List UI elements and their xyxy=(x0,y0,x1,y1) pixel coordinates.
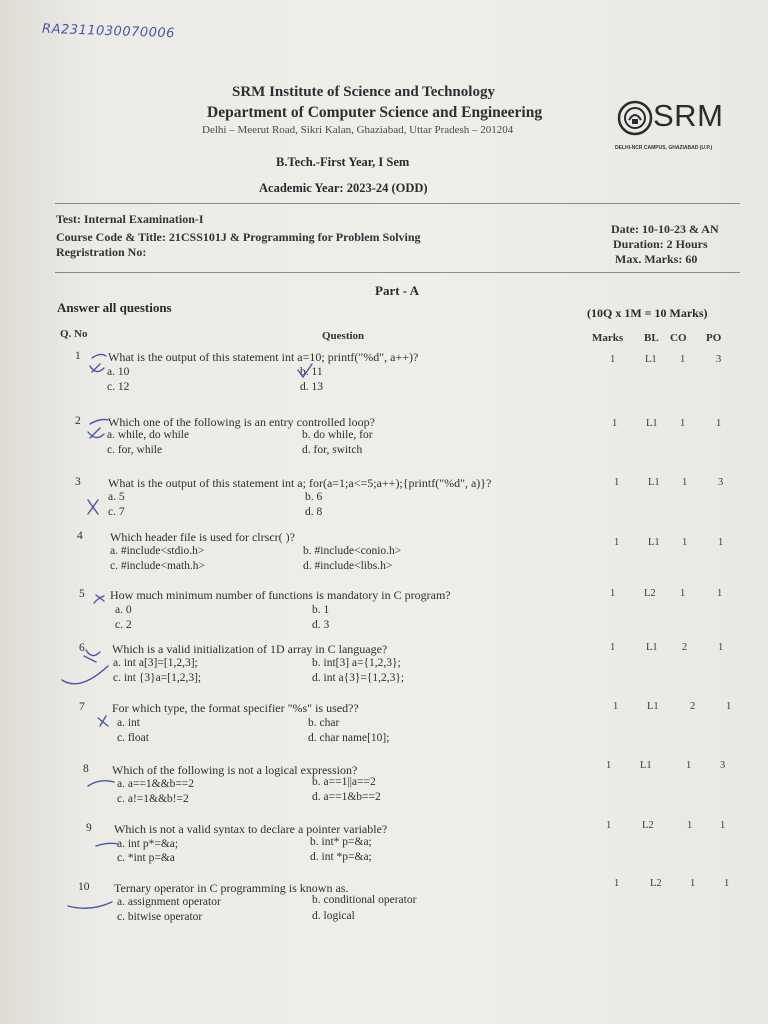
course-title: Course Code & Title: 21CSS101J & Programming for Problem Solving xyxy=(56,230,421,244)
option-b: b. 11 xyxy=(300,366,323,378)
option-d: d. #include<libs.h> xyxy=(303,560,393,572)
option-c: c. 2 xyxy=(115,619,132,631)
exam-duration: Duration: 2 Hours xyxy=(613,237,708,251)
option-b: b. 6 xyxy=(305,491,323,503)
option-d: d. int *p=&a; xyxy=(310,851,372,863)
question-po: 3 xyxy=(720,760,726,771)
question-bl: L1 xyxy=(648,477,660,488)
option-b: b. int[3] a={1,2,3}; xyxy=(312,657,401,669)
question-text: How much minimum number of functions is mandatory in C program? xyxy=(110,588,451,602)
scribble-q1 xyxy=(90,364,104,372)
question-text: Which is not a valid syntax to declare a pointer variable? xyxy=(114,822,388,836)
test-name: Test: Internal Examination-I xyxy=(56,212,204,226)
option-a: a. a==1&&b==2 xyxy=(117,778,195,790)
option-d: d. for, switch xyxy=(302,444,363,456)
scribble-q2 xyxy=(88,420,108,439)
option-b: b. int* p=&a; xyxy=(310,836,372,848)
logo-wordmark: SRM xyxy=(653,98,724,133)
question-text: Which one of the following is an entry controlled loop? xyxy=(108,415,375,429)
question-marks: 1 xyxy=(614,537,620,548)
handwritten-registration-number: RA2311030070006 xyxy=(41,21,176,42)
question-number: 3 xyxy=(75,476,81,488)
column-bl: BL xyxy=(644,332,659,344)
question-number: 6 xyxy=(79,642,85,654)
academic-year: Academic Year: 2023-24 (ODD) xyxy=(259,181,428,195)
question-co: 1 xyxy=(680,588,686,599)
question-bl: L1 xyxy=(646,642,658,653)
question-po: 1 xyxy=(717,588,723,599)
question-co: 1 xyxy=(682,477,688,488)
option-c: c. for, while xyxy=(107,444,163,456)
question-number: 8 xyxy=(83,763,89,775)
question-marks: 1 xyxy=(610,354,616,365)
question-number: 4 xyxy=(77,530,83,542)
institute-address: Delhi – Meerut Road, Sikri Kalan, Ghaziabad, Uttar Pradesh – 201204 xyxy=(202,124,514,136)
question-po: 1 xyxy=(718,642,724,653)
registration-label: Regristration No: xyxy=(56,245,147,259)
option-b: b. char xyxy=(308,717,340,729)
column-qno: Q. No xyxy=(60,328,88,340)
option-c: c. 7 xyxy=(108,506,125,518)
course-level: B.Tech.-First Year, I Sem xyxy=(276,155,410,169)
part-title: Part - A xyxy=(375,283,420,298)
option-c: c. float xyxy=(117,732,149,744)
column-po: PO xyxy=(706,332,722,344)
question-co: 1 xyxy=(680,418,686,429)
option-d: d. char name[10]; xyxy=(308,732,390,744)
cross-mark-q7 xyxy=(98,716,108,726)
column-marks: Marks xyxy=(592,332,624,344)
question-marks: 1 xyxy=(610,588,616,599)
question-marks: 1 xyxy=(612,418,618,429)
option-a: a. int a[3]=[1,2,3]; xyxy=(113,657,198,669)
question-number: 1 xyxy=(75,350,81,362)
question-marks: 1 xyxy=(613,701,619,712)
option-a: a. 0 xyxy=(115,604,132,616)
question-text: Which header file is used for clrscr( )? xyxy=(110,530,295,544)
question-co: 1 xyxy=(686,760,692,771)
option-d: d. a==1&b==2 xyxy=(312,791,381,803)
exam-date: Date: 10-10-23 & AN xyxy=(611,222,719,236)
option-a: a. 10 xyxy=(107,366,130,378)
question-marks: 1 xyxy=(606,760,612,771)
option-b: b. do while, for xyxy=(302,429,373,441)
question-text: Which is a valid initialization of 1D array in C language? xyxy=(112,642,388,656)
question-number: 7 xyxy=(79,701,85,713)
question-co: 1 xyxy=(682,537,688,548)
scribble-q6 xyxy=(84,650,100,662)
question-marks: 1 xyxy=(614,477,620,488)
option-b: b. a==1||a==2 xyxy=(312,776,376,788)
max-marks: Max. Marks: 60 xyxy=(615,252,698,266)
question-bl: L1 xyxy=(648,537,660,548)
option-c: c. bitwise operator xyxy=(117,911,203,923)
option-d: d. 3 xyxy=(312,619,330,631)
part-instruction: Answer all questions xyxy=(57,300,172,315)
question-co: 1 xyxy=(687,820,693,831)
question-bl: L2 xyxy=(644,588,656,599)
curve-mark-q10 xyxy=(68,902,112,908)
logo-campus-text: DELHI-NCR CAMPUS, GHAZIABAD (U.P.) xyxy=(615,145,713,151)
option-a: a. int xyxy=(117,717,140,729)
option-a: a. #include<stdio.h> xyxy=(110,545,205,557)
question-number: 9 xyxy=(86,822,92,834)
question-text: Ternary operator in C programming is known as. xyxy=(114,881,349,895)
cross-mark-q3 xyxy=(88,500,98,514)
column-question: Question xyxy=(322,330,365,342)
column-co: CO xyxy=(670,332,687,344)
question-text: What is the output of this statement int a=10; printf("%d", a++)? xyxy=(108,350,419,364)
question-po: 3 xyxy=(716,354,722,365)
option-d: d. 13 xyxy=(300,381,323,393)
option-c: c. a!=1&&b!=2 xyxy=(117,793,189,805)
curve-mark-q9 xyxy=(96,843,118,846)
option-a: a. assignment operator xyxy=(117,896,221,908)
srm-emblem-icon xyxy=(617,100,653,136)
option-c: c. #include<math.h> xyxy=(110,560,206,572)
question-po: 1 xyxy=(716,418,722,429)
question-co: 1 xyxy=(680,354,686,365)
question-text: What is the output of this statement int a; for(a=1;a<=5;a++);{printf("%d", a)}? xyxy=(108,476,492,490)
curve-mark-q6 xyxy=(62,666,108,684)
option-a: a. int p*=&a; xyxy=(117,838,179,850)
question-bl: L1 xyxy=(647,701,659,712)
question-po: 1 xyxy=(720,820,726,831)
question-po: 3 xyxy=(718,477,724,488)
cross-mark-q5 xyxy=(94,595,104,603)
divider-bottom xyxy=(55,272,740,273)
option-a: a. 5 xyxy=(108,491,125,503)
department-name: Department of Computer Science and Engineering xyxy=(207,104,543,121)
question-po: 1 xyxy=(726,701,732,712)
question-marks: 1 xyxy=(606,820,612,831)
question-co: 1 xyxy=(690,878,696,889)
question-marks: 1 xyxy=(610,642,616,653)
divider-top xyxy=(55,203,740,204)
question-bl: L1 xyxy=(645,354,657,365)
option-c: c. int {3}a=[1,2,3]; xyxy=(113,672,202,684)
tick-mark-q1 xyxy=(92,354,106,358)
option-d: d. logical xyxy=(312,910,355,922)
option-a: a. while, do while xyxy=(107,429,190,441)
question-text: Which of the following is not a logical expression? xyxy=(112,763,358,777)
option-b: b. 1 xyxy=(312,604,330,616)
option-b: b. conditional operator xyxy=(312,894,417,906)
question-co: 2 xyxy=(682,642,688,653)
option-d: d. 8 xyxy=(305,506,323,518)
question-co: 2 xyxy=(690,701,696,712)
question-number: 10 xyxy=(78,881,90,893)
institute-name: SRM Institute of Science and Technology xyxy=(232,84,495,100)
question-po: 1 xyxy=(718,537,724,548)
option-d: d. int a{3}={1,2,3}; xyxy=(312,672,405,684)
question-marks: 1 xyxy=(614,878,620,889)
question-bl: L2 xyxy=(642,820,654,831)
question-po: 1 xyxy=(724,878,730,889)
question-number: 2 xyxy=(75,415,81,427)
question-bl: L1 xyxy=(646,418,658,429)
option-c: c. *int p=&a xyxy=(117,852,175,864)
part-marks-summary: (10Q x 1M = 10 Marks) xyxy=(587,306,708,320)
srm-logo xyxy=(615,98,740,158)
question-text: For which type, the format specifier "%s" is used?? xyxy=(112,701,359,715)
question-number: 5 xyxy=(79,588,85,600)
question-bl: L1 xyxy=(640,760,652,771)
question-bl: L2 xyxy=(650,878,662,889)
option-c: c. 12 xyxy=(107,381,130,393)
curve-mark-q8 xyxy=(88,781,114,786)
option-b: b. #include<conio.h> xyxy=(303,545,402,557)
